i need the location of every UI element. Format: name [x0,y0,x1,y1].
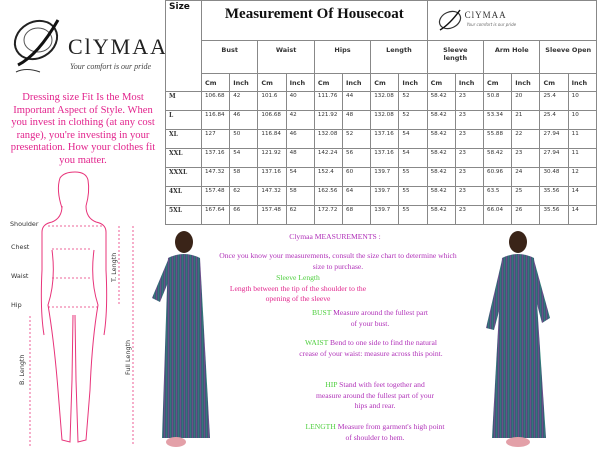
unit-header: Cm [371,74,399,92]
value-cell: 55.88 [484,130,512,149]
size-cell: XXXL [166,168,202,187]
value-cell: 52 [343,130,371,149]
unit-header: Inch [568,74,596,92]
value-cell: 23 [455,92,483,111]
value-cell: 58.42 [427,130,455,149]
unit-header: Inch [512,74,540,92]
size-cell: M [166,92,202,111]
label-full-length: Full Length [124,339,132,375]
length-info: LENGTH Measure from garment's high point of shoulder to hem. [305,422,445,442]
value-cell: 142.24 [314,149,342,168]
value-cell: 55 [399,206,427,225]
brand-logo [8,10,169,80]
value-cell: 10 [568,92,596,111]
unit-header: Cm [540,74,568,92]
value-cell: 48 [286,149,314,168]
value-cell: 137.16 [202,149,230,168]
column-group-header: Arm Hole [484,41,540,74]
size-cell: L [166,111,202,130]
value-cell: 53.34 [484,111,512,130]
value-cell: 46 [286,130,314,149]
value-cell: 50 [230,130,258,149]
value-cell: 26 [512,206,540,225]
value-cell: 62 [286,206,314,225]
value-cell: 64 [343,187,371,206]
value-cell: 56 [343,149,371,168]
value-cell: 25.4 [540,92,568,111]
value-cell: 54 [399,149,427,168]
value-cell: 172.72 [314,206,342,225]
value-cell: 167.64 [202,206,230,225]
value-cell: 58.42 [427,111,455,130]
size-chart-table [165,0,597,225]
value-cell: 42 [286,111,314,130]
value-cell: 21 [512,111,540,130]
value-cell: 48 [343,111,371,130]
value-cell: 12 [568,168,596,187]
value-cell: 35.56 [540,187,568,206]
value-cell: 127 [202,130,230,149]
value-cell: 23 [455,206,483,225]
column-group-header: Sleeve length [427,41,483,74]
value-cell: 58.42 [427,206,455,225]
column-group-header: Length [371,41,427,74]
intro-text: Dressing size Fit Is the Most Important Aspect of Style. When you invest in clothing (at any cost range), you're investing in your presentation. How your clothes fit you matter. [10,92,156,166]
value-cell: 54 [230,149,258,168]
measurements-intro: Once you know your measurements, consult the size chart to determine which size to purchase. [219,251,457,271]
value-cell: 23 [455,130,483,149]
value-cell: 24 [512,168,540,187]
value-cell: 23 [512,149,540,168]
value-cell: 132.08 [371,92,399,111]
unit-header: Cm [484,74,512,92]
value-cell: 30.48 [540,168,568,187]
value-cell: 58 [286,187,314,206]
label-hip: Hip [11,301,22,309]
value-cell: 46 [230,111,258,130]
value-cell: 23 [455,168,483,187]
brand-tagline: Your comfort is our pride [70,62,152,71]
value-cell: 58.42 [484,149,512,168]
value-cell: 106.68 [258,111,286,130]
value-cell: 116.84 [202,111,230,130]
unit-header: Cm [202,74,230,92]
value-cell: 139.7 [371,187,399,206]
sleeve-length-info: Sleeve Length Length between the tip of the shoulder to the opening of the sleeve [229,273,367,303]
label-chest: Chest [11,243,30,251]
value-cell: 52 [399,92,427,111]
model-photo-left [148,228,220,450]
value-cell: 11 [568,149,596,168]
size-cell: XL [166,130,202,149]
column-group-header: Bust [202,41,258,74]
value-cell: 22 [512,130,540,149]
label-b-length: B. Length [18,354,26,385]
value-cell: 66.04 [484,206,512,225]
value-cell: 147.32 [258,187,286,206]
value-cell: 58.42 [427,149,455,168]
value-cell: 44 [343,92,371,111]
size-header: Size [166,1,202,92]
table-row [166,92,597,111]
value-cell: 152.4 [314,168,342,187]
logo-swirl-icon [8,10,68,80]
label-shoulder: Shoulder [10,220,39,228]
column-group-header: Sleeve Open [540,41,597,74]
value-cell: 101.6 [258,92,286,111]
value-cell: 132.08 [314,130,342,149]
value-cell: 14 [568,187,596,206]
waist-info: WAIST Bend to one side to find the natural crease of your waist: measure across this point. [299,338,443,358]
table-row [166,149,597,168]
body-measurement-diagram [0,160,160,450]
label-waist: Waist [11,272,29,280]
value-cell: 162.56 [314,187,342,206]
value-cell: 137.16 [371,130,399,149]
value-cell: 66 [230,206,258,225]
value-cell: 55 [399,187,427,206]
unit-header: Inch [286,74,314,92]
value-cell: 58.42 [427,92,455,111]
value-cell: 147.32 [202,168,230,187]
unit-header: Cm [314,74,342,92]
brand-name: ClYMAA [68,34,169,59]
value-cell: 20 [512,92,540,111]
value-cell: 139.7 [371,168,399,187]
value-cell: 25 [512,187,540,206]
table-title: Measurement Of Housecoat [202,1,428,41]
value-cell: 58.42 [427,187,455,206]
column-group-header: Waist [258,41,314,74]
size-cell: 5XL [166,206,202,225]
table-row [166,130,597,149]
value-cell: 27.94 [540,149,568,168]
table-logo: ClYMAA Your comfort is our pride [427,1,596,41]
value-cell: 50.8 [484,92,512,111]
logo-swirl-icon [435,6,465,34]
unit-header: Inch [230,74,258,92]
value-cell: 23 [455,187,483,206]
value-cell: 137.16 [371,149,399,168]
value-cell: 132.08 [371,111,399,130]
table-row [166,168,597,187]
unit-header: Inch [343,74,371,92]
table-row [166,111,597,130]
value-cell: 23 [455,149,483,168]
hip-info: HIP Stand with feet together and measure around the fullest part of your hips and rear. [315,380,435,410]
table-row [166,206,597,225]
value-cell: 68 [343,206,371,225]
value-cell: 58 [230,168,258,187]
value-cell: 35.56 [540,206,568,225]
unit-header: Inch [455,74,483,92]
value-cell: 42 [230,92,258,111]
unit-header: Cm [427,74,455,92]
value-cell: 23 [455,111,483,130]
value-cell: 60.96 [484,168,512,187]
value-cell: 157.48 [202,187,230,206]
size-cell: 4XL [166,187,202,206]
value-cell: 52 [399,111,427,130]
value-cell: 54 [286,168,314,187]
value-cell: 137.16 [258,168,286,187]
value-cell: 139.7 [371,206,399,225]
value-cell: 60 [343,168,371,187]
column-group-header: Hips [314,41,370,74]
value-cell: 11 [568,130,596,149]
value-cell: 106.68 [202,92,230,111]
size-cell: XXL [166,149,202,168]
body-outline-icon [0,160,160,450]
model-photo-right [478,228,560,450]
value-cell: 62 [230,187,258,206]
value-cell: 25.4 [540,111,568,130]
value-cell: 54 [399,130,427,149]
value-cell: 10 [568,111,596,130]
value-cell: 121.92 [314,111,342,130]
table-row [166,187,597,206]
measurements-title: Clymaa MEASUREMENTS : [289,232,381,241]
value-cell: 157.48 [258,206,286,225]
value-cell: 111.76 [314,92,342,111]
value-cell: 14 [568,206,596,225]
value-cell: 63.5 [484,187,512,206]
unit-header: Inch [399,74,427,92]
unit-header: Cm [258,74,286,92]
value-cell: 40 [286,92,314,111]
label-t-length: T. Length [110,252,118,282]
bust-info: BUST Measure around the fullest part of your bust. [311,308,429,328]
value-cell: 116.84 [258,130,286,149]
value-cell: 121.92 [258,149,286,168]
value-cell: 27.94 [540,130,568,149]
value-cell: 58.42 [427,168,455,187]
value-cell: 55 [399,168,427,187]
